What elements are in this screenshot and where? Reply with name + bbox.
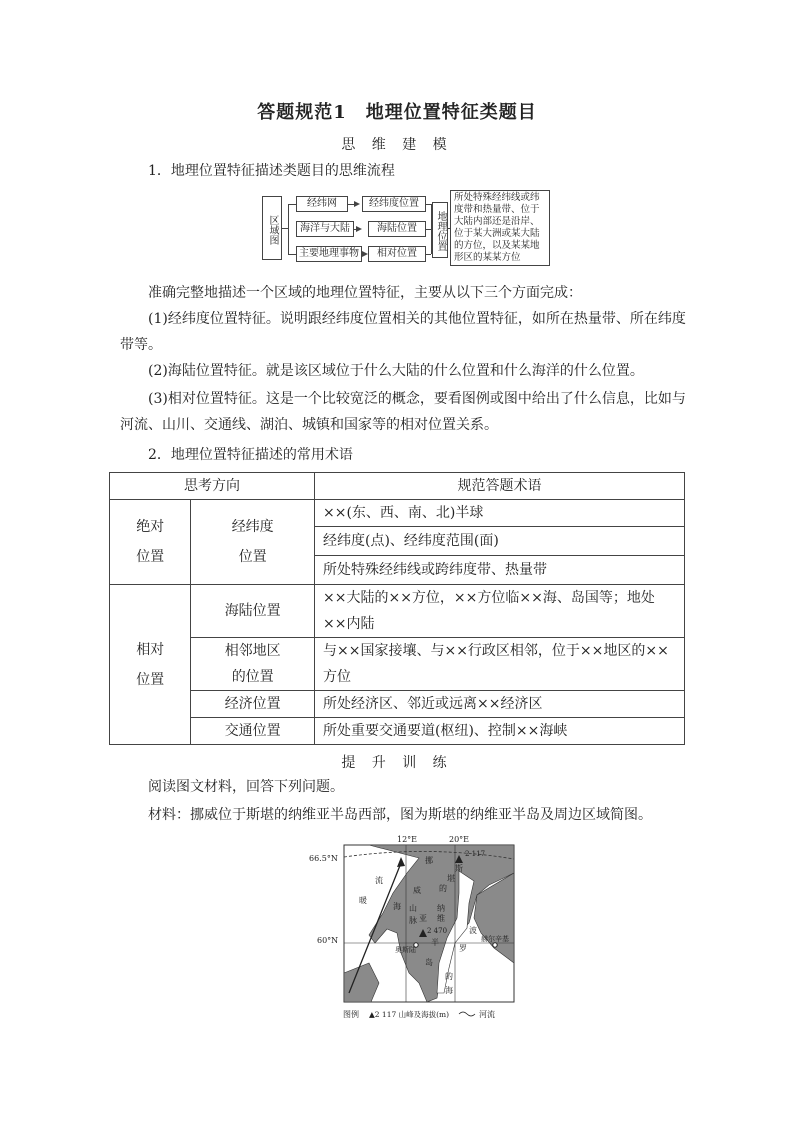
sub-neighbor: 相邻地区 的位置 — [191, 638, 315, 691]
term-cell: 与××国家接壤、与××行政区相邻，位于××地区的××方位 — [315, 638, 685, 691]
table-row — [110, 500, 685, 527]
terms-table — [109, 472, 685, 745]
term-cell: 经纬度(点)、经纬度范围(面) — [315, 527, 685, 556]
place-label: 半 — [431, 938, 439, 947]
city-helsinki: 赫尔辛基 — [481, 935, 509, 943]
table-row — [110, 718, 685, 745]
place-label: 波 — [469, 926, 477, 935]
intro-text: 准确完整地描述一个区域的地理位置特征，主要从以下三个方面完成： — [148, 285, 582, 301]
sub-sea-land: 海陆位置 — [191, 585, 315, 638]
place-label: 暖 — [359, 896, 367, 905]
group-absolute: 绝对 位置 — [110, 500, 191, 585]
flow-box-sea-land: 海洋与大陆 — [296, 221, 354, 237]
table-row — [110, 691, 685, 718]
flow-box-features: 主要地理事物 — [296, 246, 362, 262]
lon-label-12e: 12°E — [397, 835, 418, 844]
peak-label-2117: 2 117 — [465, 850, 486, 858]
legend-river-icon — [459, 1012, 475, 1016]
place-label: 挪 — [425, 856, 433, 865]
lat-label-60n: 60°N — [317, 936, 339, 945]
term-cell: ××大陆的××方位，××方位临××海、岛国等；地处××内陆 — [315, 585, 685, 638]
place-label: 的 — [439, 884, 447, 893]
place-label: 维 — [437, 914, 445, 923]
place-label: 堪 — [447, 874, 455, 883]
item-1-text: (1)经纬度位置特征。说明跟经纬度位置相关的其他位置特征，如所在热量带、所在纬度带等。 — [120, 311, 686, 353]
place-label: 罗 — [459, 944, 467, 953]
group-relative: 相对 位置 — [110, 585, 191, 745]
table-row — [110, 638, 685, 691]
legend-river: 河流 — [479, 1010, 495, 1019]
place-label: 脉 — [409, 916, 417, 925]
place-label: 纳 — [437, 904, 445, 913]
table-header-direction: 思考方向 — [110, 473, 315, 500]
item-3-text: (3)相对位置特征。这是一个比较宽泛的概念，要看图例或图中给出了什么信息，比如与河流、山川、交通线、湖泊、城镇和国家等的相对位置关系。 — [120, 391, 686, 433]
section-heading-modeling: 思 维 建 模 — [341, 137, 453, 153]
term-cell: 所处特殊经纬线或跨纬度带、热量带 — [315, 556, 685, 585]
table-header-terms: 规范答题术语 — [315, 473, 685, 500]
term-cell: 所处经济区、邻近或远离××经济区 — [315, 691, 685, 718]
flow-box-lat-lon-position: 经纬度位置 — [362, 196, 426, 212]
sub-lat-lon: 经纬度 位置 — [191, 500, 315, 585]
lon-label-20e: 20°E — [449, 835, 470, 844]
place-label: 岛 — [425, 958, 433, 967]
scandinavia-map — [309, 833, 519, 1023]
point-1-heading: 1．地理位置特征描述类题目的思维流程 — [148, 163, 395, 179]
place-label: 亚 — [419, 914, 427, 923]
flow-box-sea-land-position: 海陆位置 — [368, 221, 426, 237]
flow-box-relative-position: 相对位置 — [368, 246, 426, 262]
place-label: 斯 — [455, 864, 463, 873]
page-title: 答题规范1 地理位置特征类题目 — [257, 102, 537, 123]
place-label: 海 — [445, 986, 453, 995]
flow-left-label: 区域图 — [262, 196, 282, 260]
item-2-text: (2)海陆位置特征。就是该区域位于什么大陆的什么位置和什么海洋的什么位置。 — [148, 363, 644, 379]
term-cell: ××(东、西、南、北)半球 — [315, 500, 685, 527]
legend-peak: ▲2 117 山峰及海拔(m) — [369, 1010, 450, 1019]
place-label: 威 — [413, 886, 421, 895]
flow-right-label: 地理位置 — [432, 202, 448, 258]
material-text: 材料：挪威位于斯堪的纳维亚半岛西部，图为斯堪的纳维亚半岛及周边区域简图。 — [148, 807, 652, 823]
place-label: 流 — [375, 876, 383, 885]
place-label: 山 — [409, 904, 417, 913]
legend-label: 图例 — [343, 1010, 359, 1019]
lat-label-arctic: 66.5°N — [309, 854, 338, 863]
point-2-heading: 2．地理位置特征描述的常用术语 — [148, 447, 353, 463]
city-oslo: 奥斯陆 — [395, 946, 416, 954]
exercise-intro: 阅读图文材料，回答下列问题。 — [148, 779, 344, 795]
sub-transport: 交通位置 — [191, 718, 315, 745]
section-heading-training: 提 升 训 练 — [341, 755, 453, 771]
term-cell: 所处重要交通要道(枢纽)、控制××海峡 — [315, 718, 685, 745]
sub-economic: 经济位置 — [191, 691, 315, 718]
table-row — [110, 585, 685, 638]
flow-diagram — [262, 190, 552, 266]
peak-label-2470: 2 470 — [427, 927, 448, 935]
place-label: 的 — [445, 972, 453, 981]
flow-box-graticule: 经纬网 — [296, 196, 348, 212]
flow-result-box: 所处特殊经纬线或纬度带和热量带、位于大陆内部还是沿岸、位于某大洲或某大陆的方位，以及某某地形区的某某方位 — [450, 190, 550, 266]
place-label: 海 — [393, 902, 401, 911]
